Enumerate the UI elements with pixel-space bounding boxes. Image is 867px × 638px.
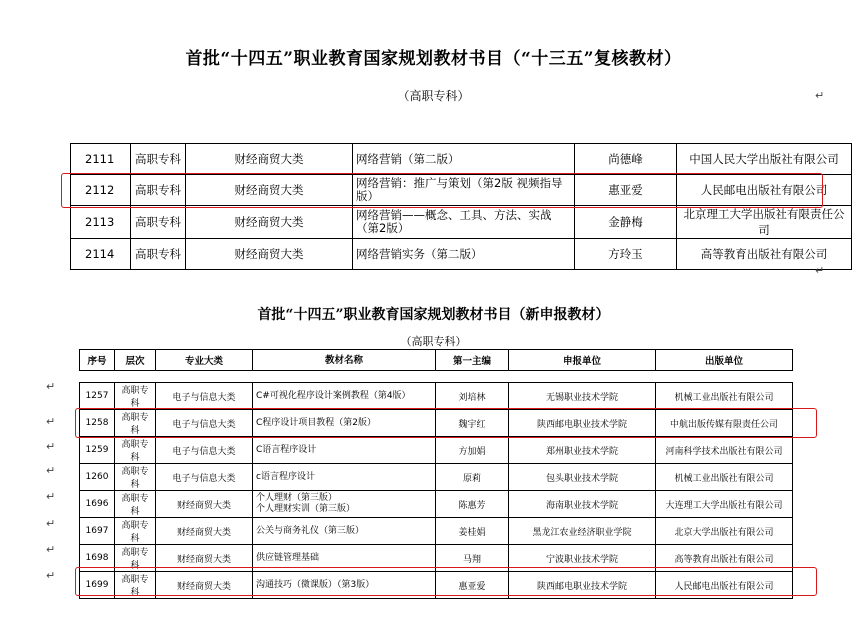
row-level: 高职专科 xyxy=(131,144,186,175)
row-category: 财经商贸大类 xyxy=(186,144,353,175)
row-author: 原莉 xyxy=(436,464,509,491)
row-unit: 海南职业技术学院 xyxy=(509,491,656,518)
row-unit: 郑州职业技术学院 xyxy=(509,437,656,464)
row-author: 刘培林 xyxy=(436,383,509,410)
row-author: 方加娟 xyxy=(436,437,509,464)
row-level: 高职专科 xyxy=(115,410,156,437)
row-name: 网络营销——概念、工具、方法、实战（第2版） xyxy=(353,206,575,239)
table-row xyxy=(80,491,793,518)
row-category: 财经商贸大类 xyxy=(156,545,253,572)
row-level: 高职专科 xyxy=(115,572,156,599)
row-author: 方玲玉 xyxy=(575,239,677,270)
row-id: 1259 xyxy=(80,437,115,464)
row-level: 高职专科 xyxy=(115,464,156,491)
paragraph-mark-icon: ↵ xyxy=(46,543,56,556)
doc2-header-table xyxy=(79,349,793,371)
row-name: C语言程序设计 xyxy=(253,437,436,464)
row-publisher: 机械工业出版社有限公司 xyxy=(656,464,793,491)
row-category: 电子与信息大类 xyxy=(156,464,253,491)
table-row xyxy=(71,206,852,239)
row-publisher: 北京理工大学出版社有限责任公司 xyxy=(677,206,852,239)
header-cell: 申报单位 xyxy=(509,350,656,371)
row-author: 尚德峰 xyxy=(575,144,677,175)
row-publisher: 高等教育出版社有限公司 xyxy=(656,545,793,572)
row-level: 高职专科 xyxy=(115,383,156,410)
row-name: 公关与商务礼仪（第三版） xyxy=(253,518,436,545)
row-unit: 宁波职业技术学院 xyxy=(509,545,656,572)
row-unit: 包头职业技术学院 xyxy=(509,464,656,491)
row-publisher: 北京大学出版社有限公司 xyxy=(656,518,793,545)
row-name: c语言程序设计 xyxy=(253,464,436,491)
header-cell: 出版单位 xyxy=(656,350,793,371)
row-level: 高职专科 xyxy=(131,206,186,239)
row-author: 惠亚爱 xyxy=(436,572,509,599)
header-cell: 教材名称 xyxy=(253,350,436,371)
row-publisher: 中国人民大学出版社有限公司 xyxy=(677,144,852,175)
row-name: C程序设计项目教程（第2版） xyxy=(253,410,436,437)
row-level: 高职专科 xyxy=(115,518,156,545)
row-publisher: 人民邮电出版社有限公司 xyxy=(677,175,852,206)
row-id: 1696 xyxy=(80,491,115,518)
row-level: 高职专科 xyxy=(131,239,186,270)
row-author: 金静梅 xyxy=(575,206,677,239)
table-row xyxy=(80,464,793,491)
doc2-title: 首批“十四五”职业教育国家规划教材书目（新申报教材） xyxy=(257,307,610,323)
paragraph-mark-icon: ↵ xyxy=(815,264,825,277)
row-category: 电子与信息大类 xyxy=(156,383,253,410)
highlight-box-1258 xyxy=(75,408,817,438)
table-header-row xyxy=(80,350,793,371)
row-id: 1260 xyxy=(80,464,115,491)
row-category: 财经商贸大类 xyxy=(156,491,253,518)
paragraph-mark-icon: ↵ xyxy=(46,569,56,582)
row-level: 高职专科 xyxy=(115,491,156,518)
paragraph-mark-icon: ↵ xyxy=(46,415,56,428)
row-id: 2114 xyxy=(71,239,131,270)
table-row xyxy=(80,518,793,545)
row-publisher: 人民邮电出版社有限公司 xyxy=(656,572,793,599)
paragraph-mark-icon: ↵ xyxy=(46,380,56,393)
row-id: 1258 xyxy=(80,410,115,437)
row-level: 高职专科 xyxy=(115,437,156,464)
row-name: C#可视化程序设计案例教程（第4版） xyxy=(253,383,436,410)
row-category: 财经商贸大类 xyxy=(186,175,353,206)
row-author: 陈惠芳 xyxy=(436,491,509,518)
paragraph-mark-icon: ↵ xyxy=(46,464,56,477)
header-cell: 第一主编 xyxy=(436,350,509,371)
table-row xyxy=(80,383,793,410)
header-cell: 层次 xyxy=(115,350,156,371)
row-category: 财经商贸大类 xyxy=(186,239,353,270)
row-category: 电子与信息大类 xyxy=(156,410,253,437)
row-category: 财经商贸大类 xyxy=(186,206,353,239)
row-name: 供应链管理基础 xyxy=(253,545,436,572)
doc1-subtitle: （高职专科） xyxy=(397,89,470,103)
row-author: 马翔 xyxy=(436,545,509,572)
row-name: 个人理财（第三版） 个人理财实训（第三版） xyxy=(253,491,436,518)
header-cell: 序号 xyxy=(80,350,115,371)
paragraph-mark-icon: ↵ xyxy=(46,517,56,530)
table-row xyxy=(71,239,852,270)
row-id: 1698 xyxy=(80,545,115,572)
paragraph-mark-icon: ↵ xyxy=(46,440,56,453)
row-id: 1257 xyxy=(80,383,115,410)
row-id: 2111 xyxy=(71,144,131,175)
row-publisher: 大连理工大学出版社有限公司 xyxy=(656,491,793,518)
row-level: 高职专科 xyxy=(115,545,156,572)
row-author: 魏宇红 xyxy=(436,410,509,437)
doc2-subtitle: （高职专科） xyxy=(400,335,467,348)
row-level: 高职专科 xyxy=(131,175,186,206)
row-name: 网络营销实务（第二版） xyxy=(353,239,575,270)
row-author: 姜桂娟 xyxy=(436,518,509,545)
row-category: 财经商贸大类 xyxy=(156,518,253,545)
row-unit: 黑龙江农业经济职业学院 xyxy=(509,518,656,545)
row-category: 电子与信息大类 xyxy=(156,437,253,464)
row-unit: 无锡职业技术学院 xyxy=(509,383,656,410)
row-name: 网络营销：推广与策划（第2版 视频指导版） xyxy=(353,175,575,206)
row-category: 财经商贸大类 xyxy=(156,572,253,599)
highlight-box-2112 xyxy=(61,173,823,208)
paragraph-mark-icon: ↵ xyxy=(815,89,825,102)
row-id: 2112 xyxy=(71,175,131,206)
row-id: 1697 xyxy=(80,518,115,545)
highlight-box-1699 xyxy=(75,567,817,596)
row-id: 1699 xyxy=(80,572,115,599)
row-unit: 陕西邮电职业技术学院 xyxy=(509,410,656,437)
table-row xyxy=(80,437,793,464)
header-cell: 专业大类 xyxy=(156,350,253,371)
row-unit: 陕西邮电职业技术学院 xyxy=(509,572,656,599)
paragraph-mark-icon: ↵ xyxy=(46,490,56,503)
row-publisher: 机械工业出版社有限公司 xyxy=(656,383,793,410)
row-publisher: 河南科学技术出版社有限公司 xyxy=(656,437,793,464)
doc1-title: 首批“十四五”职业教育国家规划教材书目（“十三五”复核教材） xyxy=(185,49,682,69)
row-name: 网络营销（第二版） xyxy=(353,144,575,175)
row-name: 沟通技巧（微课版）（第3版） xyxy=(253,572,436,599)
table-row xyxy=(71,144,852,175)
row-publisher: 高等教育出版社有限公司 xyxy=(677,239,852,270)
row-id: 2113 xyxy=(71,206,131,239)
row-author: 惠亚爱 xyxy=(575,175,677,206)
row-publisher: 中航出版传媒有限责任公司 xyxy=(656,410,793,437)
